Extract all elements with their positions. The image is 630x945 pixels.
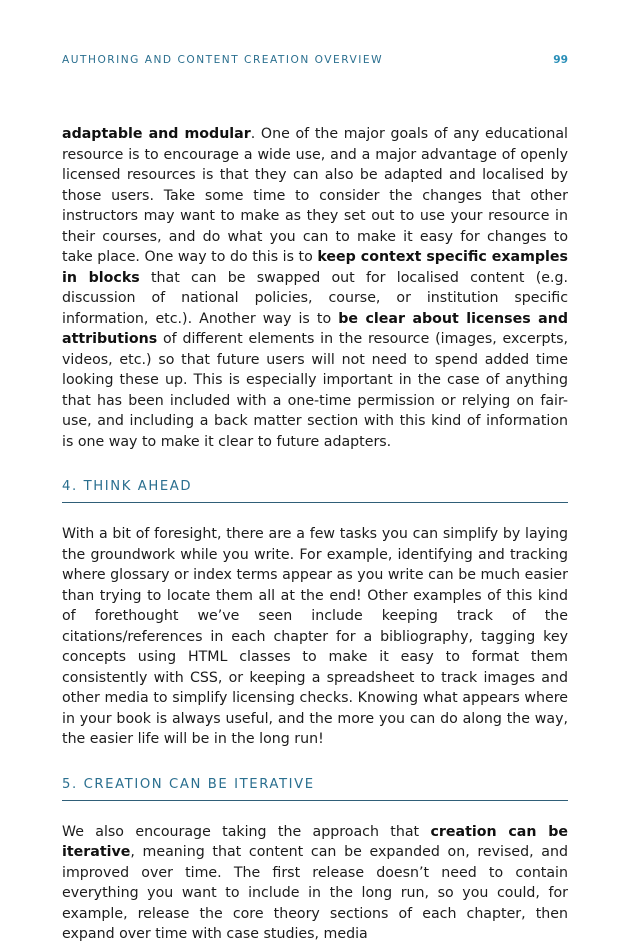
paragraph-text: of different elements in the resource (images, excerpts, videos, etc.) so that future users will not need to spend added time looking these up. This is especially important in the case of anything that has been included with a one-time permission or relying on fair-use, and including a back matter section with this kind of information is one way to make it clear to future adapters. xyxy=(62,331,568,450)
section-heading-creation-iterative: 5. CREATION CAN BE ITERATIVE xyxy=(62,777,568,801)
running-header xyxy=(62,54,568,70)
bold-phrase: adaptable and modular xyxy=(62,126,251,142)
bold-phrase: creation can be iterative xyxy=(62,823,568,860)
bold-phrase: keep context specific examples in blocks xyxy=(62,249,568,286)
paragraph-text: We also encourage taking the approach that xyxy=(62,823,431,840)
page-number: 99 xyxy=(553,54,568,66)
paragraph-text: . One of the major goals of any educational resource is to encourage a wide use, and a major advantage of openly licensed resources is that they can also be adapted and localised by those users. Take some time to consider the changes that other instructors may want to make as they set out to use your resource in their courses, and do what you can to make it easy for changes to take place. One way to do this is to xyxy=(62,126,569,265)
running-title: AUTHORING AND CONTENT CREATION OVERVIEW xyxy=(62,54,384,66)
paragraph-adaptable-modular xyxy=(62,124,568,452)
paragraph-creation-iterative xyxy=(62,822,568,945)
paragraph-text: , meaning that content can be expanded on, revised, and improved over time. The first release doesn’t need to contain everything you want to include in the long run, so you could, for example, release the core theory sections of each chapter, then expand over time with case studies, media xyxy=(62,844,568,942)
page-content xyxy=(62,124,568,945)
paragraph-think-ahead: With a bit of foresight, there are a few tasks you can simplify by laying the groundwork while you write. For example, identifying and tracking where glossary or index terms appear as you write can be much easier than trying to locate them all at the end! Other examples of this kind of forethought we’ve seen include keeping track of the citations/references in each chapter for a bibliography, tagging key concepts using HTML classes to make it easy to format them consistently with CSS, or keeping a spreadsheet to track images and other media to simplify licensing checks. Knowing what appears where in your book is always useful, and the more you can do along the way, the easier life will be in the long run! xyxy=(62,526,568,747)
bold-phrase: be clear about licenses and attributions xyxy=(62,310,568,347)
section-heading-think-ahead: 4. THINK AHEAD xyxy=(62,479,568,503)
paragraph-text: that can be swapped out for localised content (e.g. discussion of national policies, course, or institution specific information, etc.). Another way is to xyxy=(62,269,568,327)
